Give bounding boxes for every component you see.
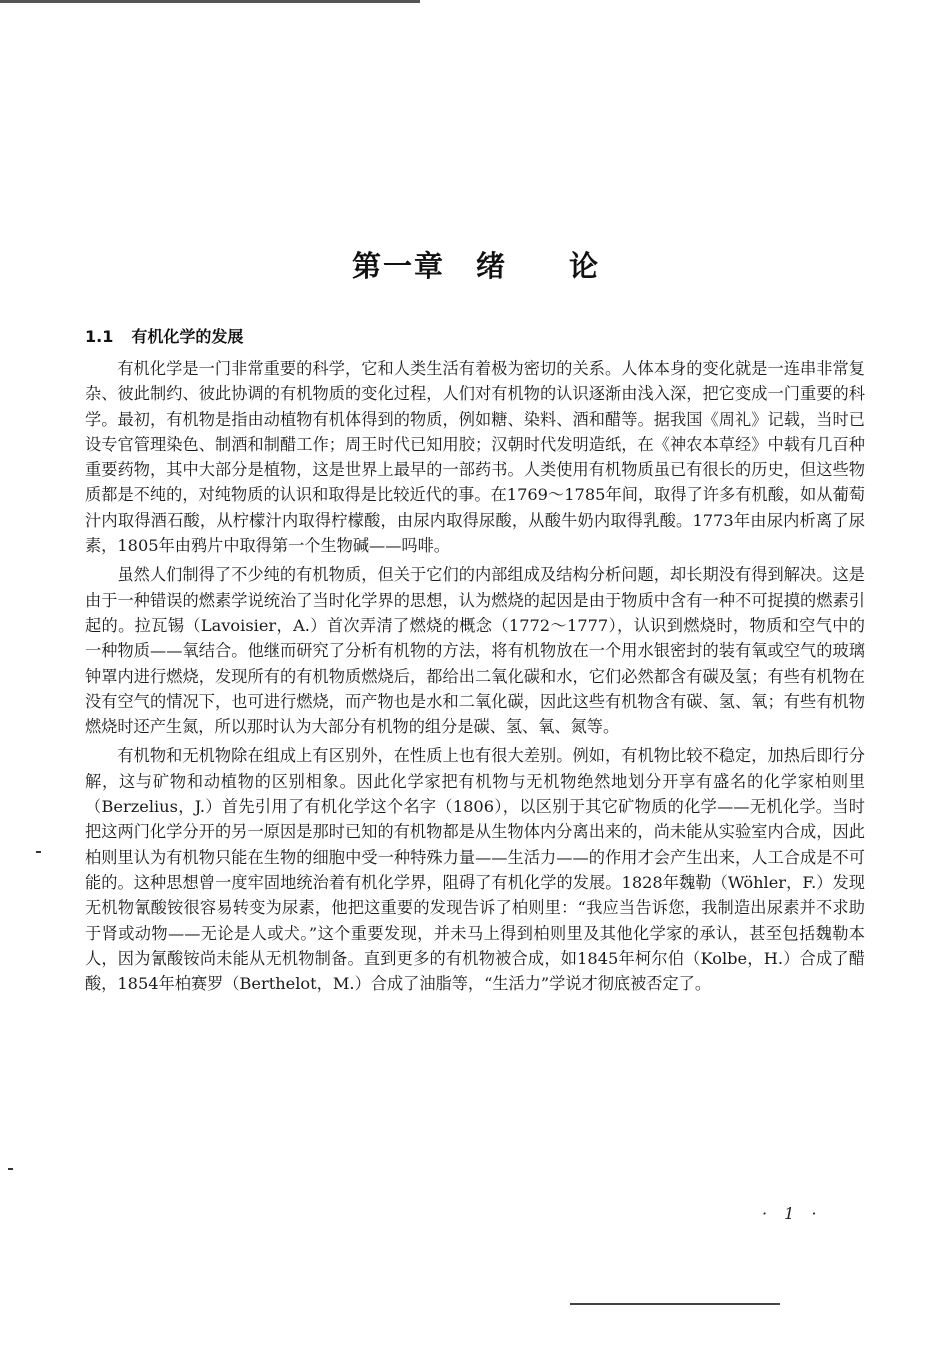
margin-mark bbox=[8, 1168, 13, 1170]
section-number: 1.1 bbox=[85, 327, 114, 346]
paragraph-1: 有机化学是一门非常重要的科学，它和人类生活有着极为密切的关系。人体本身的变化就是一连串非常复杂、彼此制约、彼此协调的有机物质的变化过程，人们对有机物的认识逐渐由浅入深，把它变成一门重要的科学。最初，有机物是指由动植物有机体得到的物质，例如糖、染料、酒和醋等。据我国《周礼》记载，当时已设专官管理染色、制酒和制醋工作；周王时代已知用胶；汉朝时代发明造纸，在《神农本草经》中载有几百种重要药物，其中大部分是植物，这是世界上最早的一部药书。人类使用有机物质虽已有很长的历史，但这些物质都是不纯的，对纯物质的认识和取得是比较近代的事。在1769～1785年间，取得了许多有机酸，如从葡萄汁内取得酒石酸，从柠檬汁内取得柠檬酸，由尿内取得尿酸，从酸牛奶内取得乳酸。1773年由尿内析离了尿素，1805年由鸦片中取得第一个生物碱——吗啡。 bbox=[85, 359, 865, 556]
paragraph-3: 有机物和无机物除在组成上有区别外，在性质上也有很大差别。例如，有机物比较不稳定，加热后即行分解，这与矿物和动植物的区别相象。因此化学家把有机物与无机物绝然地划分开享有盛名的化学家柏则里（Berzelius，J.）首先引用了有机化学这个名字（1806），以区别于其它矿物质的化学——无机化学。当时把这两门化学分开的另一原因是那时已知的有机物都是从生物体内分离出来的，尚未能从实验室内合成，因此柏则里认为有机物只能在生物的细胞中受一种特殊力量——生活力——的作用才会产生出来，人工合成是不可能的。这种思想曾一度牢固地统治着有机化学界，阻碍了有机化学的发展。1828年魏勒（Wöhler，F.）发现无机物氰酸铵很容易转变为尿素，他把这重要的发现告诉了柏则里：“我应当告诉您，我制造出尿素并不求助于肾或动物——无论是人或犬。”这个重要发现，并未马上得到柏则里及其他化学家的承认，甚至包括魏勒本人，因为氰酸铵尚未能从无机物制备。直到更多的有机物被合成，如1845年柯尔伯（Kolbe，H.）合成了醋酸，1854年柏赛罗（Berthelot，M.）合成了油脂等，“生活力”学说才彻底被否定了。 bbox=[85, 746, 865, 994]
margin-mark bbox=[36, 851, 41, 853]
chapter-title: 第一章 绪 论 bbox=[351, 249, 600, 283]
bottom-scan-edge bbox=[570, 1303, 780, 1305]
page-number: · 1 · bbox=[762, 1204, 823, 1223]
top-scan-edge bbox=[0, 0, 420, 3]
paragraph-2: 虽然人们制得了不少纯的有机物质，但关于它们的内部组成及结构分析问题，却长期没有得到解决。这是由于一种错误的燃素学说统治了当时化学界的思想，认为燃烧的起因是由于物质中含有一种不可捉摸的燃素引起的。拉瓦锡（Lavoisier，A.）首次弄清了燃烧的概念（1772～1777），认识到燃烧时，物质和空气中的一种物质——氧结合。他继而研究了分析有机物的方法，将有机物放在一个用水银密封的装有氧或空气的玻璃钟罩内进行燃烧，发现所有的有机物质燃烧后，都给出二氧化碳和水，它们必然都含有碳及氢；有些有机物在没有空气的情况下，也可进行燃烧，而产物也是水和二氧化碳，因此这些有机物含有碳、氢、氧；有些有机物燃烧时还产生氮，所以那时认为大部分有机物的组分是碳、氢、氧、氮等。 bbox=[85, 565, 865, 737]
body-text bbox=[85, 356, 865, 1000]
section-heading bbox=[85, 324, 243, 347]
section-title: 有机化学的发展 bbox=[131, 327, 244, 346]
